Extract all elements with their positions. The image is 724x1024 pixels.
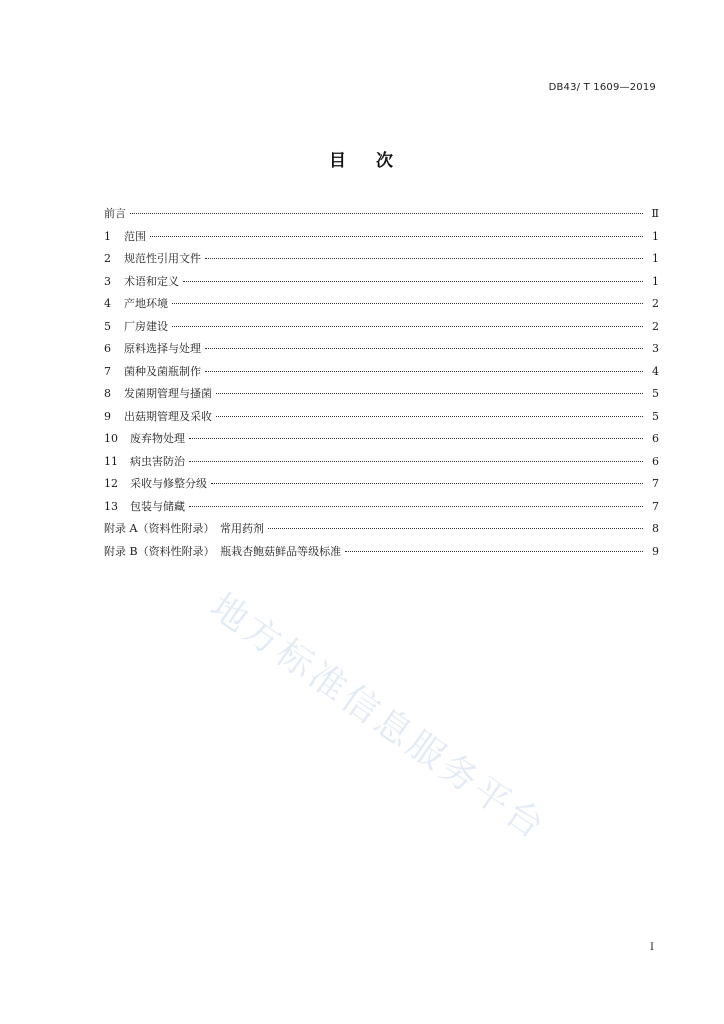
toc-entry-page: Ⅱ [651,207,659,220]
toc-entry-number: 6 [104,342,111,355]
dot-leader [211,483,643,484]
dot-leader [205,371,643,372]
toc-entry-page: 1 [652,229,659,243]
toc-entry-page: 5 [652,409,659,423]
toc-entry-label: 原料选择与处理 [124,342,201,355]
toc-entry-number: 1 [104,229,111,243]
dot-leader [183,281,643,282]
toc-entry-10[interactable] [104,432,659,455]
dot-leader [205,348,643,349]
toc-entry-page: 2 [652,297,659,310]
toc-entry-page: 5 [652,387,659,400]
toc-entry-label: 菌种及菌瓶制作 [124,364,201,378]
toc-entry-appendix-b[interactable] [104,545,659,568]
toc-entry-label: 附录 B（资料性附录） 瓶栽杏鲍菇鲜品等级标准 [104,544,342,558]
toc-entry-label: 病虫害防治 [130,454,185,468]
dot-leader [150,236,643,237]
dot-leader [216,393,643,394]
toc-entry-number: 9 [104,409,111,423]
toc-entry-number: 5 [104,319,111,333]
toc-title-part2: 次 [376,151,395,171]
toc-title-part1: 目 [329,151,348,171]
toc-entry-label: 附录 A（资料性附录） 常用药剂 [104,522,264,535]
toc-title [0,146,724,171]
dot-leader [216,416,643,417]
toc-entry-foreword[interactable] [104,207,659,230]
standard-code: DB43/ T 1609—2019 [548,82,656,93]
toc-entry-label: 废弃物处理 [130,432,185,445]
toc-entry-page: 8 [652,522,659,535]
dot-leader [189,461,643,462]
toc-entry-label: 包装与储藏 [130,499,185,513]
dot-leader [345,551,643,552]
toc-entry-4[interactable] [104,297,659,320]
toc-entry-9[interactable] [104,410,659,433]
toc-entry-number: 4 [104,297,111,310]
dot-leader [130,213,643,214]
toc-entry-page: 9 [652,544,659,558]
dot-leader [189,506,643,507]
toc-entry-number: 10 [104,432,118,445]
toc-entry-number: 2 [104,252,111,265]
toc-entry-label: 规范性引用文件 [124,252,201,265]
toc-entry-1[interactable] [104,230,659,253]
toc-entry-page: 2 [652,319,659,333]
toc-entry-page: 4 [652,364,659,378]
dot-leader [189,438,643,439]
toc-entry-6[interactable] [104,342,659,365]
toc-entry-page: 7 [652,499,659,513]
toc-entry-label: 出菇期管理及采收 [124,409,212,423]
toc-entry-number: 11 [104,454,118,468]
toc-entry-appendix-a[interactable] [104,522,659,545]
toc-entry-page: 1 [652,252,659,265]
dot-leader [172,326,643,327]
toc-entry-number: 13 [104,499,118,513]
toc-entry-8[interactable] [104,387,659,410]
watermark: 地方标准信息服务平台 [202,585,554,849]
toc-entry-label: 产地环境 [124,297,168,310]
toc-entry-number: 7 [104,364,111,378]
toc-entry-label: 范围 [124,229,146,243]
page-number: I [650,942,654,953]
toc-entry-number: 3 [104,274,111,288]
toc-entry-page: 3 [652,342,659,355]
toc-entry-3[interactable] [104,275,659,298]
toc-entry-number: 8 [104,387,111,400]
toc-entry-page: 6 [652,432,659,445]
toc-entry-page: 7 [652,477,659,490]
toc-entry-page: 1 [652,274,659,288]
dot-leader [205,258,643,259]
toc-entry-label: 前言 [104,207,126,220]
dot-leader [172,303,643,304]
toc-entry-2[interactable] [104,252,659,275]
toc-list [104,207,659,567]
toc-entry-13[interactable] [104,500,659,523]
toc-entry-label: 厂房建设 [124,319,168,333]
toc-entry-7[interactable] [104,365,659,388]
toc-entry-11[interactable] [104,455,659,478]
toc-entry-12[interactable] [104,477,659,500]
toc-entry-label: 采收与修整分级 [130,477,207,490]
toc-entry-5[interactable] [104,320,659,343]
toc-entry-label: 发菌期管理与搔菌 [124,387,212,400]
toc-entry-number: 12 [104,477,118,490]
toc-entry-label: 术语和定义 [124,274,179,288]
dot-leader [268,528,643,529]
toc-entry-page: 6 [652,454,659,468]
